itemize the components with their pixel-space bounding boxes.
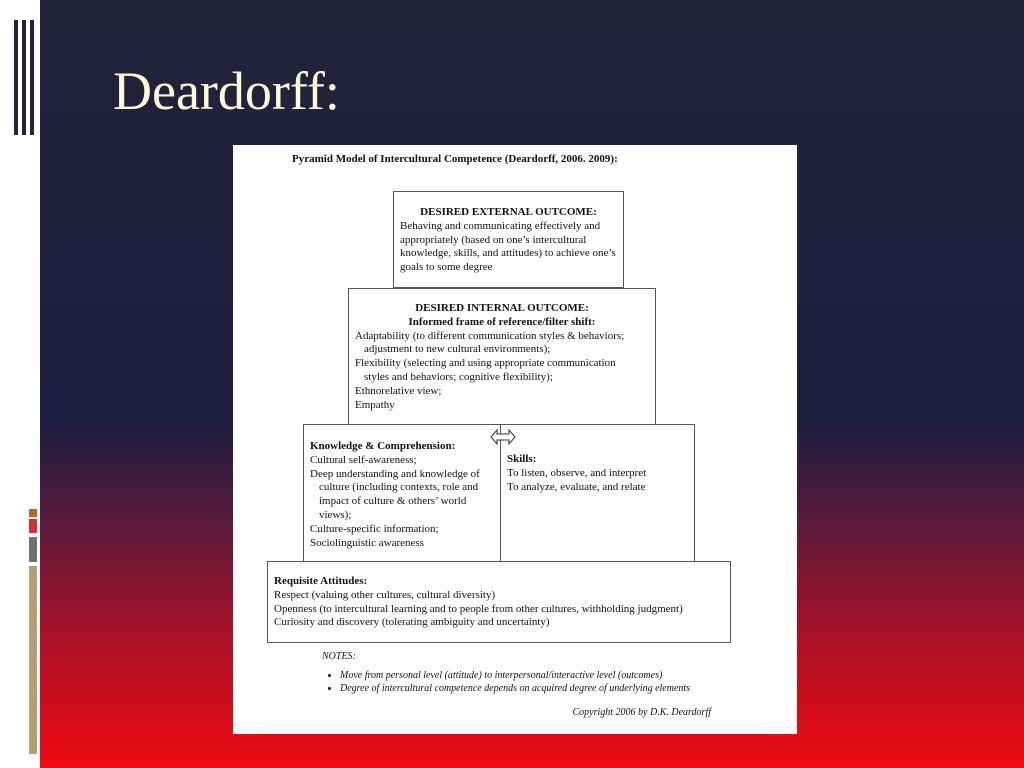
stripe-line: [22, 20, 26, 135]
attitudes-box: [267, 561, 731, 643]
knowledge-item-cont: culture (including contexts, role and: [319, 481, 479, 494]
knowledge-item: Sociolinguistic awareness: [310, 536, 424, 549]
accent-block-tan: [29, 566, 37, 754]
external-outcome-text: Behaving and communicating effectively and appropriately (based on one’s intercultural knowledge, skills, and attitudes) to achieve one’s goals to some degree: [400, 219, 616, 274]
accent-block-red: [29, 519, 37, 533]
internal-outcome-subheading: Informed frame of reference/filter shift:: [408, 315, 596, 328]
internal-outcome-heading: DESIRED INTERNAL OUTCOME:: [415, 302, 589, 314]
attitudes-heading: Requisite Attitudes:: [274, 575, 368, 587]
skills-item: To listen, observe, and interpret: [507, 466, 647, 479]
knowledge-item-cont: impact of culture & others’ world: [319, 495, 467, 508]
notes-item: • Move from personal level (attitude) to interpersonal/interactive level (outcomes): [340, 669, 690, 682]
slide-title: Deardorff:: [113, 61, 340, 121]
external-outcome-box: [393, 191, 624, 288]
skills-box: [500, 424, 695, 562]
stripe-line: [14, 20, 18, 135]
attitudes-item: Respect (valuing other cultures, cultural diversity): [274, 588, 496, 601]
skills-heading: Skills:: [507, 453, 537, 465]
internal-outcome-item: Ethnorelative view;: [355, 384, 442, 397]
external-outcome-heading: DESIRED EXTERNAL OUTCOME:: [420, 206, 597, 218]
internal-outcome-item: Empathy: [355, 398, 395, 411]
notes-section: [322, 650, 690, 695]
double-arrow-icon: [490, 428, 516, 446]
internal-outcome-item: Adaptability (to different communication styles & behaviors;: [355, 329, 625, 342]
knowledge-box: [303, 424, 501, 562]
notes-item: • Degree of intercultural competence depends on acquired degree of underlying elements: [340, 682, 690, 695]
knowledge-item: Deep understanding and knowledge of: [310, 467, 480, 480]
pyramid-figure: [233, 145, 797, 734]
knowledge-item: Culture-specific information;: [310, 522, 439, 535]
copyright-text: Copyright 2006 by D.K. Deardorff: [572, 707, 711, 718]
notes-label: NOTES:: [322, 651, 356, 662]
knowledge-heading: Knowledge & Comprehension:: [310, 440, 456, 452]
knowledge-item-cont: views);: [319, 508, 352, 521]
figure-caption: Pyramid Model of Intercultural Competence (Deardorff, 2006. 2009):: [292, 153, 618, 165]
accent-block-orange: [29, 509, 37, 517]
knowledge-item: Cultural self-awareness;: [310, 453, 417, 466]
internal-outcome-box: [348, 288, 656, 425]
notes-list: [322, 669, 690, 695]
accent-block-gray: [29, 537, 37, 562]
skills-item: To analyze, evaluate, and relate: [507, 480, 646, 493]
internal-outcome-item-cont: adjustment to new cultural environments);: [364, 343, 551, 356]
left-decorative-strip: [0, 0, 40, 768]
stripe-line: [30, 20, 34, 135]
internal-outcome-item-cont: styles and behaviors; cognitive flexibility);: [364, 370, 553, 383]
attitudes-item: Curiosity and discovery (tolerating ambiguity and uncertainty): [274, 616, 550, 629]
attitudes-item: Openness (to intercultural learning and to people from other cultures, withholding judgment): [274, 602, 683, 615]
internal-outcome-item: Flexibility (selecting and using appropriate communication: [355, 357, 616, 370]
